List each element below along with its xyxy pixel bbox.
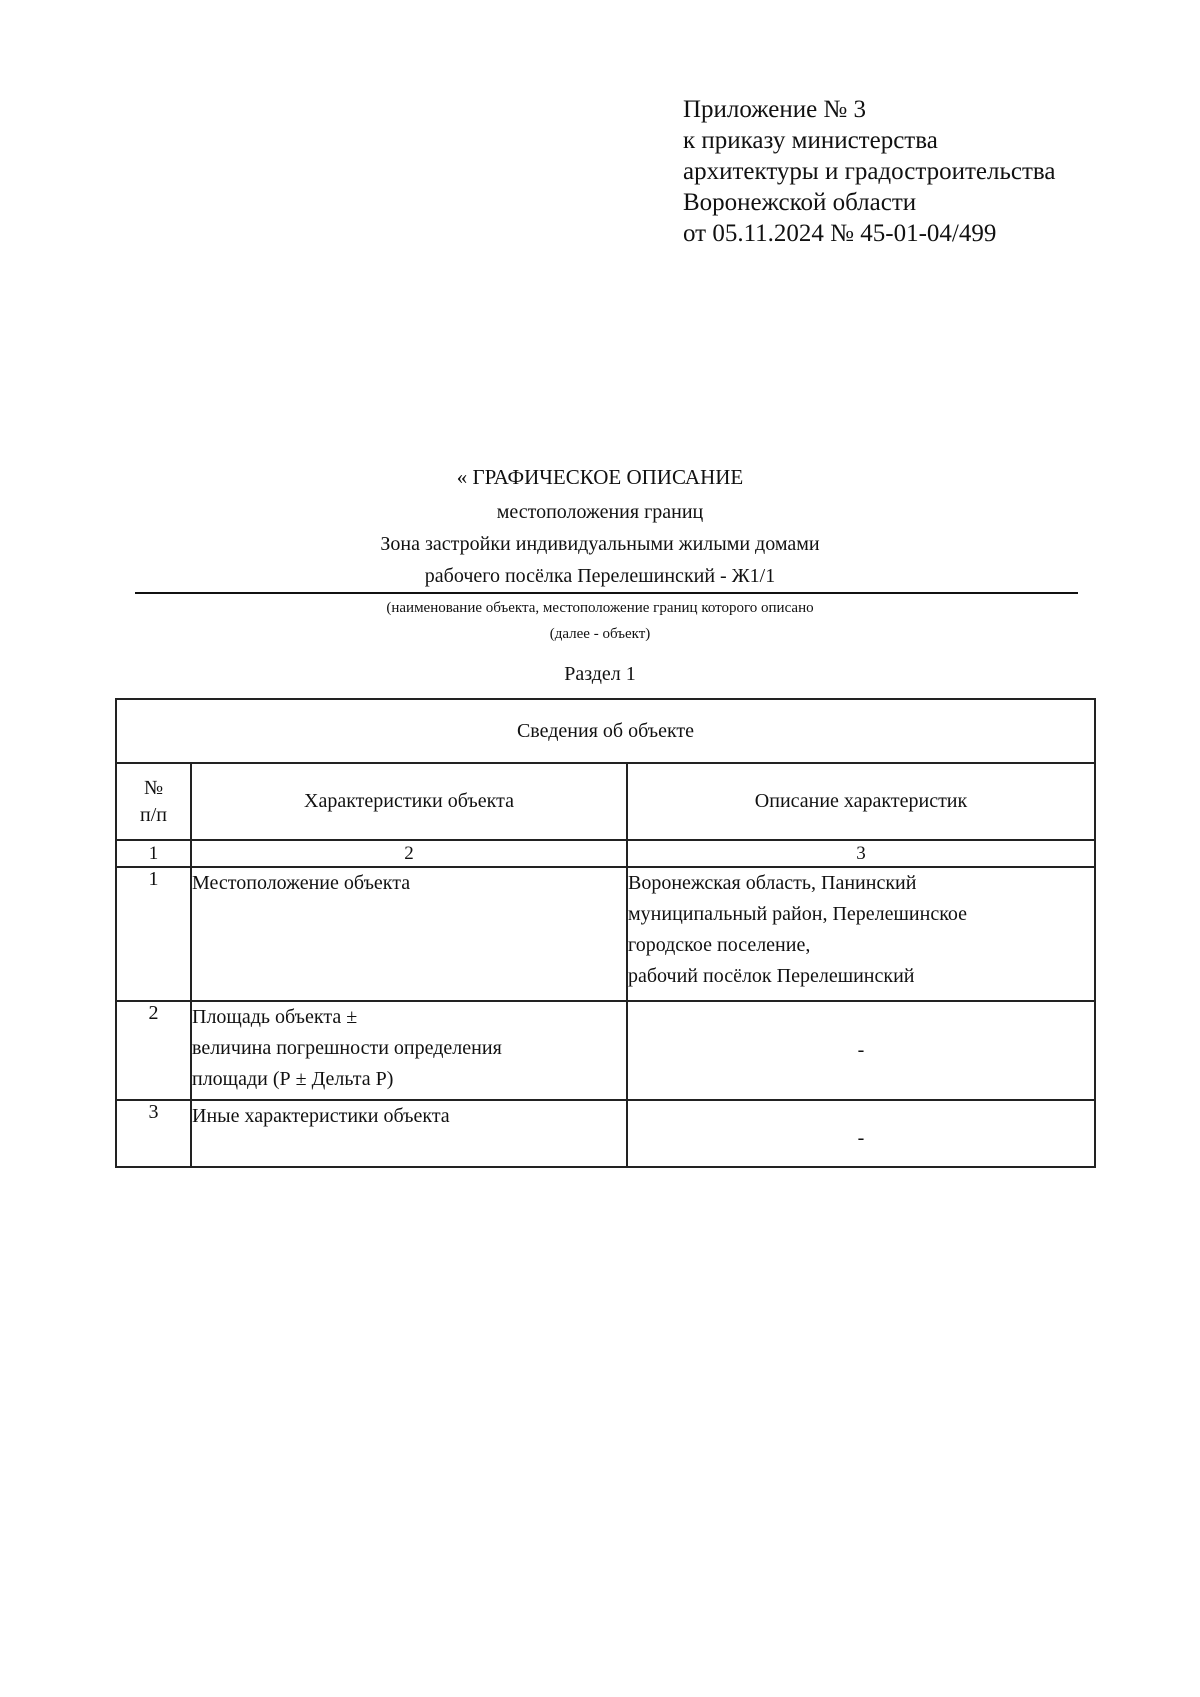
row-characteristic [191, 1100, 627, 1167]
section-label: Раздел 1 [564, 663, 636, 685]
row-description [627, 867, 1095, 1001]
row-number: 1 [116, 867, 191, 1001]
table-row [116, 867, 1095, 1001]
appendix-line: к приказу министерства [683, 127, 938, 154]
column-index-row [116, 840, 1095, 867]
characteristic-line: Местоположение объекта [192, 872, 411, 894]
object-info-table [115, 698, 1096, 1168]
table-caption: Сведения об объекте [116, 699, 1095, 763]
description-line: Воронежская область, Панинский [628, 872, 917, 894]
appendix-line: Приложение № 3 [683, 96, 867, 123]
table-row [116, 1001, 1095, 1100]
row-characteristic [191, 1001, 627, 1100]
column-header-num-line: п/п [140, 803, 167, 826]
row-number: 3 [116, 1100, 191, 1167]
description-line: городское поселение, [628, 934, 811, 956]
table-row [116, 1100, 1095, 1167]
field-hint: (далее - объект) [549, 626, 651, 642]
table-header-row [116, 763, 1095, 840]
appendix-line: от 05.11.2024 № 45-01-04/499 [683, 220, 997, 247]
description-line: муниципальный район, Перелешинское [628, 903, 968, 925]
characteristic-line: Площадь объекта ± [192, 1006, 358, 1028]
description-line: рабочий посёлок Перелешинский [628, 965, 915, 987]
characteristic-line: Иные характеристики объекта [192, 1105, 450, 1127]
row-characteristic [191, 867, 627, 1001]
appendix-block [683, 94, 1183, 249]
object-name-line: Зона застройки индивидуальными жилыми домами [380, 533, 820, 555]
characteristic-line: площади (Р ± Дельта Р) [192, 1068, 394, 1090]
row-description: - [627, 1001, 1095, 1100]
column-index: 1 [116, 840, 191, 867]
document-subtitle: местоположения границ [496, 501, 704, 523]
underline-rule [135, 592, 1078, 594]
column-header-num-line: № [143, 776, 164, 799]
column-header-num [116, 763, 191, 840]
column-header-characteristics: Характеристики объекта [191, 763, 627, 840]
column-index: 2 [191, 840, 627, 867]
row-description: - [627, 1100, 1095, 1167]
table-caption-row [116, 699, 1095, 763]
object-name-line: рабочего посёлка Перелешинский - Ж1/1 [424, 565, 776, 587]
column-header-description: Описание характеристик [627, 763, 1095, 840]
column-index: 3 [627, 840, 1095, 867]
appendix-line: архитектуры и градостроительства [683, 158, 1056, 185]
characteristic-line: величина погрешности определения [192, 1037, 502, 1059]
field-hint: (наименование объекта, местоположение границ которого описано [386, 600, 814, 616]
document-title: « ГРАФИЧЕСКОЕ ОПИСАНИЕ [456, 465, 744, 489]
appendix-line: Воронежской области [683, 189, 917, 216]
row-number: 2 [116, 1001, 191, 1100]
